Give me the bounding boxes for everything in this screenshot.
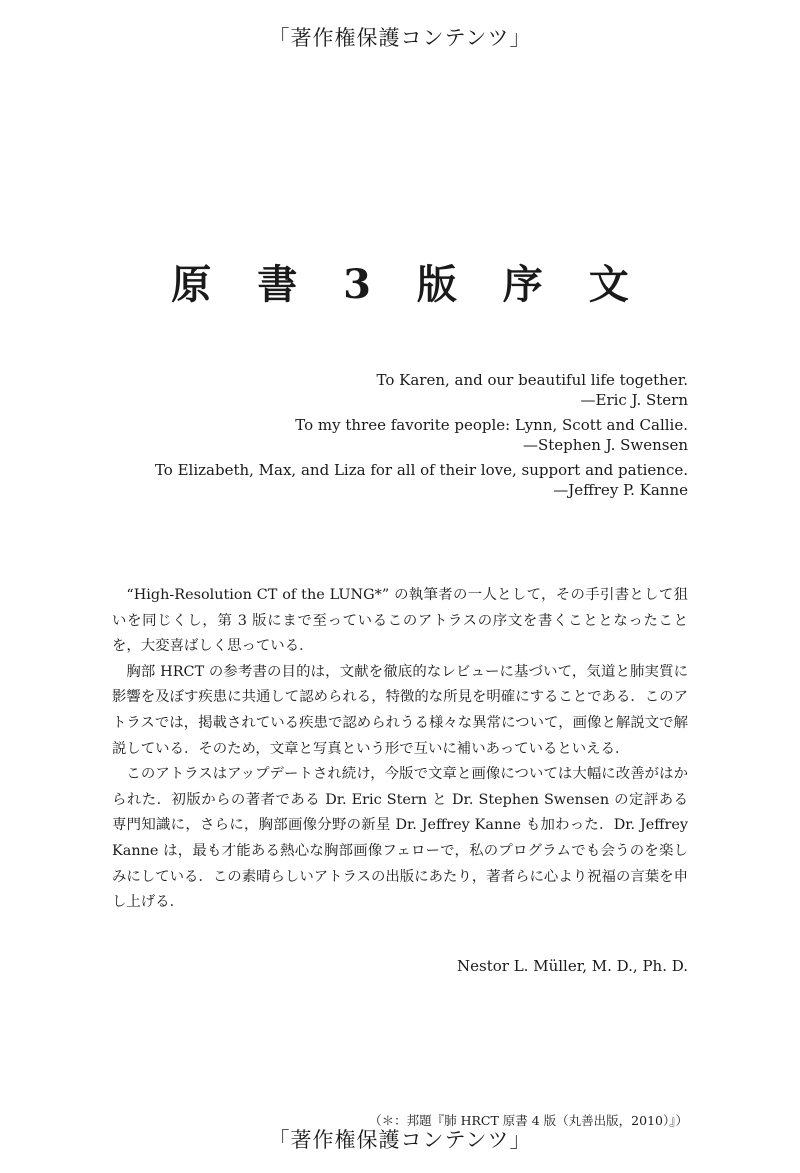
- paragraph: “High-Resolution CT of the LUNG*” の執筆者の一人として，その手引書として狙いを同じくし，第 3 版にまで至っているこのアトラスの序文を書くこととなったことを，大変喜ばしく思っている．: [112, 587, 688, 655]
- dedication-author: —Jeffrey P. Kanne: [553, 481, 688, 499]
- preface-body: [112, 583, 688, 916]
- dedications: [128, 370, 688, 505]
- dedication-text: To Elizabeth, Max, and Liza for all of their love, support and patience.: [154, 461, 688, 479]
- page-title: 原 書 3 版 序 文: [171, 260, 645, 308]
- dedication-author: —Eric J. Stern: [580, 391, 688, 409]
- dedication-stern: [128, 370, 688, 410]
- copyright-watermark-bottom: 「著作権保護コンテンツ」: [268, 1128, 532, 1152]
- dedication-text: To my three favorite people: Lynn, Scott and Callie.: [295, 416, 688, 434]
- paragraph: 胸部 HRCT の参考書の目的は，文献を徹底的なレビューに基づいて，気道と肺実質に影響を及ぼす疾患に共通して認められる，特徴的な所見を明確にすることである．このアトラスでは，掲載されている疾患で認められうる様々な異常について，画像と解説文で解説している．そのため，文章と写真という形で互いに補いあっているといえる．: [112, 663, 688, 757]
- signature: Nestor L. Müller, M. D., Ph. D.: [457, 957, 688, 975]
- footnote: （＊：邦題『肺 HRCT 原書 4 版（丸善出版，2010）』）: [369, 1113, 688, 1128]
- dedication-text: To Karen, and our beautiful life together.: [376, 371, 688, 389]
- dedication-author: —Stephen J. Swensen: [522, 436, 688, 454]
- dedication-kanne: [128, 460, 688, 500]
- dedication-swensen: [128, 415, 688, 455]
- paragraph: このアトラスはアップデートされ続け，今版で文章と画像については大幅に改善がはかられた．初版からの著者である Dr. Eric Stern と Dr. Stephen Swensen の定評ある専門知識に，さらに，胸部画像分野の新星 Dr. Jeffrey Kanne も加わった．Dr. Jeffrey Kanne は，最も才能ある熱心な胸部画像フェローで，私のプログラムでも会うのを楽しみにしている．この素晴らしいアトラスの出版にあたり，著者らに心より祝福の言葉を申し上げる．: [112, 766, 688, 911]
- copyright-watermark-top: 「著作権保護コンテンツ」: [268, 26, 532, 50]
